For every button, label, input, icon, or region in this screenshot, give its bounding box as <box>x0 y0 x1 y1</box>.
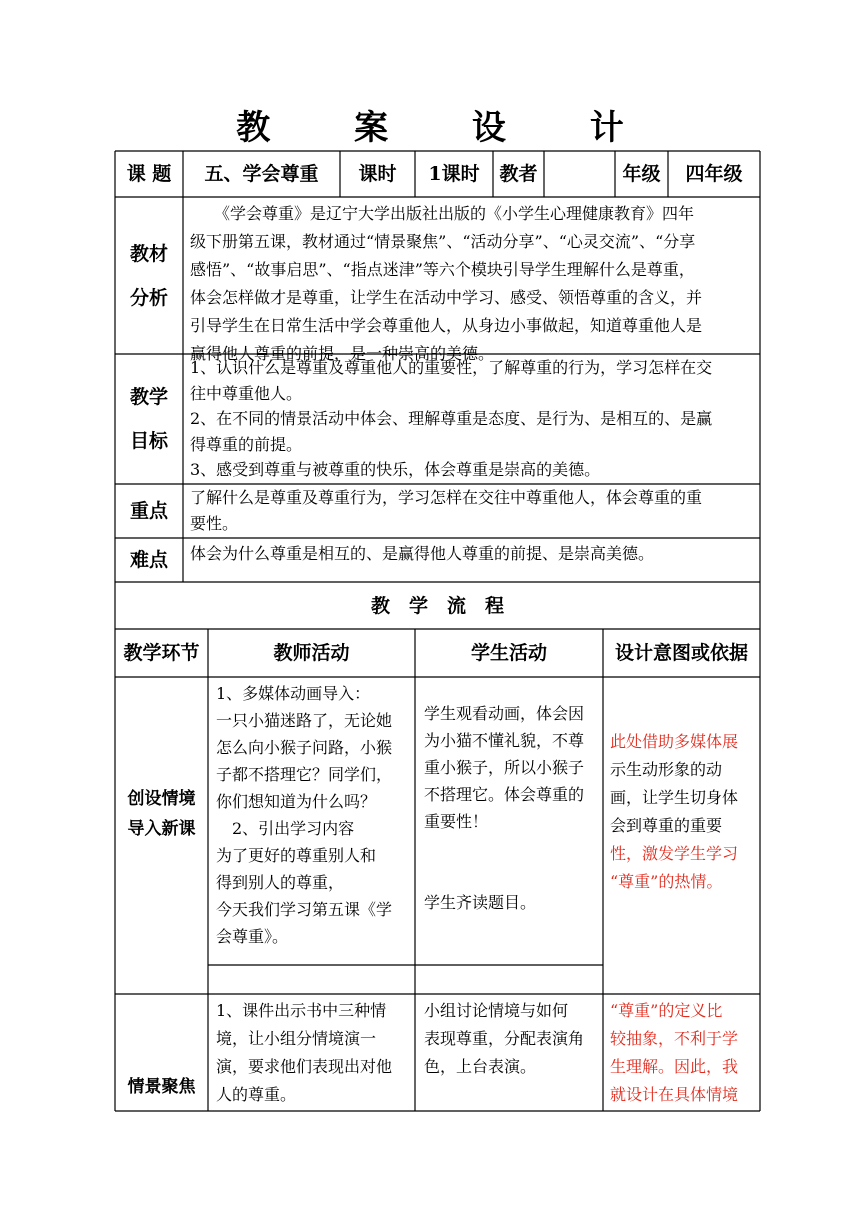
analysis-line: 体会怎样做才是尊重，让学生在活动中学习、感受、领悟尊重的含义，并 <box>190 288 703 307</box>
section2-teacher-line: 境，让小组分情境演一 <box>216 1029 377 1048</box>
topic-label: 课 题 <box>126 163 172 185</box>
difficulty-line: 体会为什么尊重是相互的、是赢得他人尊重的前提、是崇高美德。 <box>190 544 655 563</box>
section2-teacher-line: 1、课件出示书中三种情 <box>216 1001 387 1020</box>
section1-intent-line: 示生动形象的动 <box>610 760 723 779</box>
section1-stage-line2: 导入新课 <box>127 819 196 839</box>
analysis-label-line2: 分析 <box>129 286 168 309</box>
analysis-line: 赢得他人尊重的前提，是一种崇高的美德。 <box>190 344 495 363</box>
flow-header-stage: 教学环节 <box>123 642 200 664</box>
section1-stage-line1: 创设情境 <box>127 789 196 809</box>
key-point-text <box>190 485 756 537</box>
section1-student-line: 不搭理它。体会尊重的 <box>424 785 585 804</box>
section1-teacher-line: 得到别人的尊重， <box>216 873 345 892</box>
section1-teacher-line: 子都不搭理它？同学们， <box>216 765 393 784</box>
section1-intent-line <box>610 728 756 756</box>
section1-student-line: 学生观看动画，体会因 <box>424 704 585 723</box>
section1-student-line: 为小猫不懂礼貌，不尊 <box>424 731 585 750</box>
difficulty-label: 难点 <box>129 549 168 571</box>
section2-intent-line: 较抽象，不利于学 <box>610 1029 739 1048</box>
section2-stage: 情景聚焦 <box>127 1077 196 1097</box>
section2-student-line: 色，上台表演。 <box>424 1057 537 1076</box>
section1-student-line: 重小猴子，所以小猴子 <box>424 758 585 777</box>
analysis-line: 级下册第五课，教材通过“情景聚焦”、“活动分享”、“心灵交流”、“分享 <box>190 232 696 251</box>
teacher-value <box>544 151 615 197</box>
section1-teacher-line: 会尊重》。 <box>216 927 289 946</box>
analysis-text <box>190 200 756 368</box>
section1-stage <box>115 784 208 844</box>
section1-teacher <box>216 680 412 950</box>
section1-teacher-line: 1、多媒体动画导入： <box>216 684 371 703</box>
teacher-label: 教者 <box>499 163 538 185</box>
key-point-label: 重点 <box>129 500 168 522</box>
section1-teacher-line: 一只小猫迷路了，无论她 <box>216 711 393 730</box>
section1-teacher-line: 今天我们学习第五课《学 <box>216 900 393 919</box>
section1-intent-line: 会到尊重的重要 <box>610 816 723 835</box>
goals-text <box>190 355 756 483</box>
section1-teacher-line: 你们想知道为什么吗？ <box>216 792 377 811</box>
section2-student-line: 表现尊重，分配表演角 <box>424 1029 585 1048</box>
goals-label-line2: 目标 <box>129 430 168 452</box>
analysis-line: 感悟”、“故事启思”、“指点迷津”等六个模块引导学生理解什么是尊重， <box>190 260 695 279</box>
section2-intent-line: 生理解。因此，我 <box>610 1057 739 1076</box>
goal-line: 3、感受到尊重与被尊重的快乐，体会尊重是崇高的美德。 <box>190 460 601 479</box>
section2-teacher-line: 演，要求他们表现出对他 <box>216 1057 393 1076</box>
section1-student-line: 学生齐读题目。 <box>424 893 537 912</box>
section2-student-line: 小组讨论情境与如何 <box>424 1001 569 1020</box>
goal-line: 1、认识什么是尊重及尊重他人的重要性，了解尊重的行为，学习怎样在交 <box>190 358 713 377</box>
section2-intent <box>610 997 756 1109</box>
section2-teacher-line: 人的尊重。 <box>216 1085 297 1104</box>
flow-header-student: 学生活动 <box>470 642 547 664</box>
section2-student <box>424 997 600 1081</box>
section1-student-line: 重要性！ <box>424 812 489 831</box>
section1-intent-line: 性，激发学生学习 <box>610 844 739 863</box>
analysis-line: 《学会尊重》是辽宁大学出版社出版的《小学生心理健康教育》四年 <box>190 204 695 223</box>
section1-intent-red: 此处借助多媒体展 <box>610 732 739 751</box>
flow-header-intent: 设计意图或依据 <box>614 642 748 664</box>
topic-value: 五、学会尊重 <box>204 163 319 185</box>
section2-intent-line: “尊重”的定义比 <box>610 1001 723 1020</box>
analysis-label-line1: 教材 <box>129 242 168 265</box>
difficulty-text <box>190 540 756 568</box>
section1-teacher-line: 2、引出学习内容 <box>216 819 355 838</box>
section1-intent <box>610 728 756 896</box>
section2-teacher <box>216 997 412 1109</box>
goal-line: 往中尊重他人。 <box>190 383 303 403</box>
section1-intent-line: 画，让学生切身体 <box>610 788 739 807</box>
flow-title: 教 学 流 程 <box>370 594 504 617</box>
section1-intent-line: “尊重”的热情。 <box>610 872 723 891</box>
grade-value: 四年级 <box>685 163 743 185</box>
page-title: 教 案 设 计 <box>236 108 660 148</box>
goal-line: 得尊重的前提。 <box>190 434 303 454</box>
hours-value: 1课时 <box>428 163 480 185</box>
hours-label: 课时 <box>358 163 397 185</box>
grade-label: 年级 <box>622 163 661 185</box>
section1-teacher-line: 为了更好的尊重别人和 <box>216 846 377 865</box>
analysis-line: 引导学生在日常生活中学会尊重他人，从身边小事做起，知道尊重他人是 <box>190 316 703 335</box>
section1-teacher-line: 怎么向小猴子问路，小猴 <box>216 738 393 757</box>
key-point-line: 了解什么是尊重及尊重行为，学习怎样在交往中尊重他人，体会尊重的重 <box>190 488 703 507</box>
analysis-label <box>115 197 183 354</box>
section1-student <box>424 700 600 916</box>
flow-header-teacher: 教师活动 <box>273 642 350 664</box>
goals-label-line1: 教学 <box>129 386 168 408</box>
goal-line: 2、在不同的情景活动中体会、理解尊重是态度、是行为、是相互的、是赢 <box>190 409 713 428</box>
goals-label <box>115 354 183 484</box>
key-point-line: 要性。 <box>190 514 239 533</box>
section2-intent-line: 就设计在具体情境 <box>610 1085 739 1104</box>
